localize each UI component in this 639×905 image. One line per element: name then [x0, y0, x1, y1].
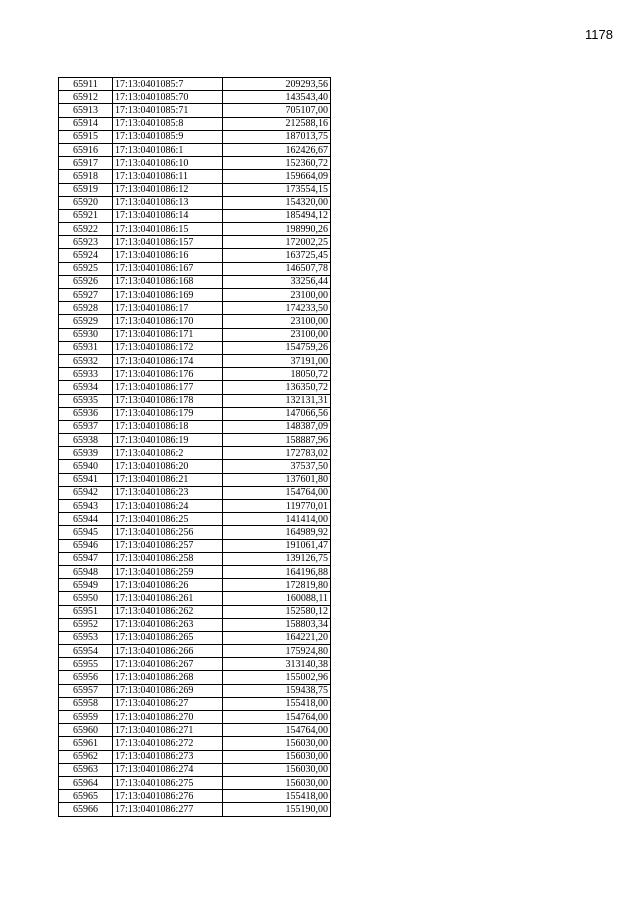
cadastral-value-cell: 705107,00 [223, 104, 331, 117]
cadastral-number-cell: 17:13:0401085:9 [113, 130, 223, 143]
row-number-cell: 65960 [59, 724, 113, 737]
cadastral-number-cell: 17:13:0401086:19 [113, 434, 223, 447]
row-number-cell: 65920 [59, 196, 113, 209]
cadastral-value-cell: 164989,92 [223, 526, 331, 539]
row-number-cell: 65937 [59, 420, 113, 433]
cadastral-value-cell: 137601,80 [223, 473, 331, 486]
cadastral-number-cell: 17:13:0401086:26 [113, 579, 223, 592]
row-number-cell: 65932 [59, 354, 113, 367]
table-row [59, 407, 331, 420]
cadastral-value-cell: 154320,00 [223, 196, 331, 209]
row-number-cell: 65939 [59, 447, 113, 460]
row-number-cell: 65933 [59, 368, 113, 381]
table-row [59, 368, 331, 381]
cadastral-number-cell: 17:13:0401086:270 [113, 711, 223, 724]
row-number-cell: 65914 [59, 117, 113, 130]
row-number-cell: 65955 [59, 658, 113, 671]
cadastral-value-cell: 154759,26 [223, 341, 331, 354]
table-row [59, 605, 331, 618]
cadastral-number-cell: 17:13:0401086:174 [113, 354, 223, 367]
row-number-cell: 65957 [59, 684, 113, 697]
cadastral-number-cell: 17:13:0401085:70 [113, 91, 223, 104]
cadastral-value-cell: 155002,96 [223, 671, 331, 684]
cadastral-number-cell: 17:13:0401086:24 [113, 500, 223, 513]
cadastral-value-cell: 173554,15 [223, 183, 331, 196]
table-row [59, 434, 331, 447]
row-number-cell: 65943 [59, 500, 113, 513]
cadastral-value-cell: 33256,44 [223, 275, 331, 288]
table-row [59, 552, 331, 565]
cadastral-value-cell: 160088,11 [223, 592, 331, 605]
row-number-cell: 65913 [59, 104, 113, 117]
table-row [59, 183, 331, 196]
cadastral-value-cell: 18050,72 [223, 368, 331, 381]
cadastral-number-cell: 17:13:0401086:177 [113, 381, 223, 394]
cadastral-value-cell: 154764,00 [223, 711, 331, 724]
table-row [59, 91, 331, 104]
row-number-cell: 65940 [59, 460, 113, 473]
table-row [59, 737, 331, 750]
row-number-cell: 65922 [59, 223, 113, 236]
cadastral-number-cell: 17:13:0401086:267 [113, 658, 223, 671]
table-row [59, 579, 331, 592]
row-number-cell: 65949 [59, 579, 113, 592]
table-row [59, 315, 331, 328]
cadastral-number-cell: 17:13:0401086:179 [113, 407, 223, 420]
cadastral-value-cell: 119770,01 [223, 500, 331, 513]
cadastral-value-cell: 156030,00 [223, 763, 331, 776]
table-row [59, 289, 331, 302]
table-row [59, 354, 331, 367]
cadastral-value-cell: 187013,75 [223, 130, 331, 143]
cadastral-value-cell: 155418,00 [223, 790, 331, 803]
table-row [59, 302, 331, 315]
table-row [59, 341, 331, 354]
cadastral-number-cell: 17:13:0401086:273 [113, 750, 223, 763]
cadastral-number-cell: 17:13:0401086:266 [113, 645, 223, 658]
cadastral-number-cell: 17:13:0401086:20 [113, 460, 223, 473]
table-row [59, 500, 331, 513]
cadastral-value-cell: 154764,00 [223, 724, 331, 737]
row-number-cell: 65921 [59, 209, 113, 222]
cadastral-value-cell: 172002,25 [223, 236, 331, 249]
row-number-cell: 65953 [59, 631, 113, 644]
cadastral-number-cell: 17:13:0401086:265 [113, 631, 223, 644]
cadastral-value-cell: 198990,26 [223, 223, 331, 236]
table-row [59, 790, 331, 803]
cadastral-number-cell: 17:13:0401086:12 [113, 183, 223, 196]
row-number-cell: 65935 [59, 394, 113, 407]
row-number-cell: 65942 [59, 486, 113, 499]
cadastral-number-cell: 17:13:0401086:258 [113, 552, 223, 565]
cadastral-value-cell: 139126,75 [223, 552, 331, 565]
row-number-cell: 65950 [59, 592, 113, 605]
cadastral-number-cell: 17:13:0401086:10 [113, 157, 223, 170]
table-body [59, 78, 331, 817]
cadastral-value-cell: 154764,00 [223, 486, 331, 499]
cadastral-number-cell: 17:13:0401086:269 [113, 684, 223, 697]
table-row [59, 513, 331, 526]
row-number-cell: 65963 [59, 763, 113, 776]
cadastral-value-cell: 158803,34 [223, 618, 331, 631]
table-row [59, 170, 331, 183]
cadastral-value-table [58, 77, 331, 817]
table-row [59, 130, 331, 143]
row-number-cell: 65966 [59, 803, 113, 816]
cadastral-value-cell: 313140,38 [223, 658, 331, 671]
cadastral-number-cell: 17:13:0401086:275 [113, 776, 223, 789]
table-row [59, 645, 331, 658]
row-number-cell: 65926 [59, 275, 113, 288]
cadastral-value-cell: 155418,00 [223, 697, 331, 710]
cadastral-number-cell: 17:13:0401086:170 [113, 315, 223, 328]
table-row [59, 473, 331, 486]
table-row [59, 724, 331, 737]
cadastral-number-cell: 17:13:0401086:274 [113, 763, 223, 776]
row-number-cell: 65923 [59, 236, 113, 249]
cadastral-number-cell: 17:13:0401086:18 [113, 420, 223, 433]
row-number-cell: 65959 [59, 711, 113, 724]
table-row [59, 565, 331, 578]
table-row [59, 658, 331, 671]
row-number-cell: 65936 [59, 407, 113, 420]
row-number-cell: 65929 [59, 315, 113, 328]
cadastral-number-cell: 17:13:0401086:178 [113, 394, 223, 407]
cadastral-value-cell: 191061,47 [223, 539, 331, 552]
row-number-cell: 65924 [59, 249, 113, 262]
row-number-cell: 65948 [59, 565, 113, 578]
row-number-cell: 65934 [59, 381, 113, 394]
row-number-cell: 65917 [59, 157, 113, 170]
cadastral-number-cell: 17:13:0401086:13 [113, 196, 223, 209]
cadastral-value-cell: 136350,72 [223, 381, 331, 394]
cadastral-value-cell: 143543,40 [223, 91, 331, 104]
row-number-cell: 65951 [59, 605, 113, 618]
table-row [59, 394, 331, 407]
table-row [59, 420, 331, 433]
cadastral-number-cell: 17:13:0401086:25 [113, 513, 223, 526]
cadastral-number-cell: 17:13:0401085:8 [113, 117, 223, 130]
cadastral-number-cell: 17:13:0401086:262 [113, 605, 223, 618]
table-row [59, 592, 331, 605]
row-number-cell: 65938 [59, 434, 113, 447]
row-number-cell: 65954 [59, 645, 113, 658]
cadastral-value-cell: 141414,00 [223, 513, 331, 526]
table-row [59, 447, 331, 460]
row-number-cell: 65911 [59, 78, 113, 91]
table-row [59, 328, 331, 341]
table-row [59, 275, 331, 288]
row-number-cell: 65956 [59, 671, 113, 684]
cadastral-value-cell: 212588,16 [223, 117, 331, 130]
cadastral-value-cell: 163725,45 [223, 249, 331, 262]
cadastral-number-cell: 17:13:0401086:276 [113, 790, 223, 803]
cadastral-number-cell: 17:13:0401086:168 [113, 275, 223, 288]
cadastral-value-cell: 37537,50 [223, 460, 331, 473]
cadastral-value-cell: 147066,56 [223, 407, 331, 420]
row-number-cell: 65941 [59, 473, 113, 486]
row-number-cell: 65930 [59, 328, 113, 341]
row-number-cell: 65918 [59, 170, 113, 183]
cadastral-value-cell: 148387,09 [223, 420, 331, 433]
table-row [59, 750, 331, 763]
cadastral-value-cell: 164221,20 [223, 631, 331, 644]
cadastral-value-cell: 156030,00 [223, 737, 331, 750]
cadastral-value-cell: 172819,80 [223, 579, 331, 592]
cadastral-number-cell: 17:13:0401086:272 [113, 737, 223, 750]
cadastral-number-cell: 17:13:0401086:2 [113, 447, 223, 460]
row-number-cell: 65965 [59, 790, 113, 803]
row-number-cell: 65931 [59, 341, 113, 354]
table-row [59, 209, 331, 222]
table-row [59, 684, 331, 697]
page-number: 1178 [585, 27, 613, 42]
cadastral-number-cell: 17:13:0401086:1 [113, 143, 223, 156]
row-number-cell: 65958 [59, 697, 113, 710]
cadastral-number-cell: 17:13:0401086:157 [113, 236, 223, 249]
cadastral-value-cell: 23100,00 [223, 328, 331, 341]
table-row [59, 78, 331, 91]
table-row [59, 196, 331, 209]
table-row [59, 618, 331, 631]
table-row [59, 526, 331, 539]
row-number-cell: 65962 [59, 750, 113, 763]
cadastral-value-cell: 175924,80 [223, 645, 331, 658]
row-number-cell: 65912 [59, 91, 113, 104]
cadastral-number-cell: 17:13:0401086:169 [113, 289, 223, 302]
row-number-cell: 65947 [59, 552, 113, 565]
table-row [59, 157, 331, 170]
cadastral-number-cell: 17:13:0401086:171 [113, 328, 223, 341]
cadastral-number-cell: 17:13:0401086:268 [113, 671, 223, 684]
row-number-cell: 65964 [59, 776, 113, 789]
cadastral-number-cell: 17:13:0401086:263 [113, 618, 223, 631]
cadastral-number-cell: 17:13:0401086:256 [113, 526, 223, 539]
cadastral-value-cell: 158887,96 [223, 434, 331, 447]
table-row [59, 249, 331, 262]
cadastral-value-cell: 174233,50 [223, 302, 331, 315]
cadastral-number-cell: 17:13:0401086:17 [113, 302, 223, 315]
cadastral-value-cell: 23100,00 [223, 289, 331, 302]
table-row [59, 776, 331, 789]
table-row [59, 486, 331, 499]
cadastral-value-cell: 159438,75 [223, 684, 331, 697]
cadastral-number-cell: 17:13:0401086:261 [113, 592, 223, 605]
cadastral-value-cell: 209293,56 [223, 78, 331, 91]
cadastral-value-cell: 159664,09 [223, 170, 331, 183]
cadastral-value-cell: 156030,00 [223, 750, 331, 763]
cadastral-number-cell: 17:13:0401086:277 [113, 803, 223, 816]
table-row [59, 631, 331, 644]
cadastral-number-cell: 17:13:0401086:257 [113, 539, 223, 552]
cadastral-value-cell: 185494,12 [223, 209, 331, 222]
table-row [59, 763, 331, 776]
cadastral-number-cell: 17:13:0401086:271 [113, 724, 223, 737]
table-row [59, 143, 331, 156]
cadastral-value-cell: 172783,02 [223, 447, 331, 460]
cadastral-number-cell: 17:13:0401086:172 [113, 341, 223, 354]
cadastral-number-cell: 17:13:0401086:14 [113, 209, 223, 222]
table-row [59, 117, 331, 130]
cadastral-number-cell: 17:13:0401085:71 [113, 104, 223, 117]
table-row [59, 223, 331, 236]
cadastral-number-cell: 17:13:0401086:23 [113, 486, 223, 499]
row-number-cell: 65961 [59, 737, 113, 750]
row-number-cell: 65952 [59, 618, 113, 631]
cadastral-value-cell: 155190,00 [223, 803, 331, 816]
cadastral-number-cell: 17:13:0401086:27 [113, 697, 223, 710]
cadastral-number-cell: 17:13:0401085:7 [113, 78, 223, 91]
cadastral-value-cell: 132131,31 [223, 394, 331, 407]
cadastral-number-cell: 17:13:0401086:15 [113, 223, 223, 236]
cadastral-value-cell: 146507,78 [223, 262, 331, 275]
table-row [59, 262, 331, 275]
row-number-cell: 65927 [59, 289, 113, 302]
cadastral-number-cell: 17:13:0401086:11 [113, 170, 223, 183]
cadastral-value-cell: 162426,67 [223, 143, 331, 156]
row-number-cell: 65916 [59, 143, 113, 156]
row-number-cell: 65925 [59, 262, 113, 275]
row-number-cell: 65945 [59, 526, 113, 539]
table-row [59, 381, 331, 394]
cadastral-value-cell: 152360,72 [223, 157, 331, 170]
table-row [59, 460, 331, 473]
table-row [59, 539, 331, 552]
row-number-cell: 65915 [59, 130, 113, 143]
table-row [59, 671, 331, 684]
cadastral-number-cell: 17:13:0401086:16 [113, 249, 223, 262]
cadastral-value-cell: 164196,88 [223, 565, 331, 578]
cadastral-number-cell: 17:13:0401086:176 [113, 368, 223, 381]
table-row [59, 104, 331, 117]
table-row [59, 803, 331, 816]
row-number-cell: 65919 [59, 183, 113, 196]
row-number-cell: 65946 [59, 539, 113, 552]
cadastral-number-cell: 17:13:0401086:167 [113, 262, 223, 275]
cadastral-value-cell: 37191,00 [223, 354, 331, 367]
table-row [59, 697, 331, 710]
table-row [59, 711, 331, 724]
row-number-cell: 65944 [59, 513, 113, 526]
cadastral-number-cell: 17:13:0401086:21 [113, 473, 223, 486]
cadastral-number-cell: 17:13:0401086:259 [113, 565, 223, 578]
cadastral-value-cell: 152580,12 [223, 605, 331, 618]
cadastral-value-cell: 156030,00 [223, 776, 331, 789]
row-number-cell: 65928 [59, 302, 113, 315]
table-row [59, 236, 331, 249]
cadastral-value-cell: 23100,00 [223, 315, 331, 328]
